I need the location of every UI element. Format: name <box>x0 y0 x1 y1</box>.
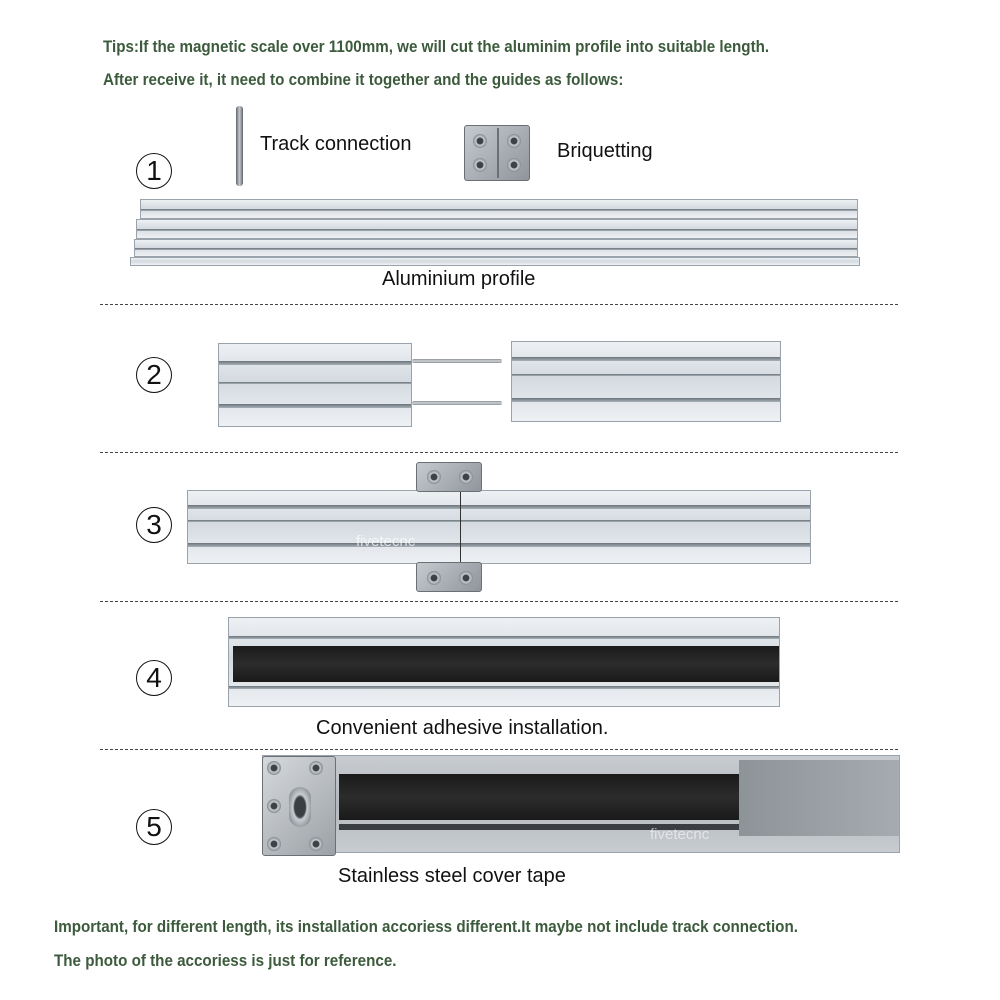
magnetic-strip <box>233 646 779 682</box>
footer-note-1: Important, for different length, its installation accoriess different.It maybe not include track connection. <box>54 918 798 936</box>
cover-tape-caption: Stainless steel cover tape <box>338 865 566 887</box>
track-connection-rod-lower <box>412 401 502 405</box>
profile-with-cover-tape <box>262 755 900 853</box>
tip-line-1: Tips:If the magnetic scale over 1100mm, we will cut the aluminim profile into suitable length. <box>103 38 770 56</box>
track-connection-rod-upper <box>412 359 502 363</box>
briquetting-top-icon <box>416 462 482 492</box>
briquetting-bottom-icon <box>416 562 482 592</box>
watermark-step-3: fivetecnc <box>356 533 416 550</box>
step-number-1: 1 <box>136 153 172 189</box>
tip-line-2: After receive it, it need to combine it together and the guides as follows: <box>103 71 624 89</box>
profile-with-magnet-strip <box>228 617 780 707</box>
step-number-2: 2 <box>136 357 172 393</box>
magnetic-strip-covered <box>339 774 739 820</box>
briquetting-plate-icon <box>464 125 530 181</box>
section-divider-1 <box>100 304 898 305</box>
profile-left-piece <box>218 343 412 427</box>
track-connection-label: Track connection <box>260 133 412 155</box>
step-number-5: 5 <box>136 809 172 845</box>
aluminium-profile-label: Aluminium profile <box>382 268 536 290</box>
joined-profile <box>187 490 811 564</box>
section-divider-3 <box>100 601 898 602</box>
track-connection-rod-icon <box>236 106 243 186</box>
watermark-step-5: fivetecnc <box>650 826 710 843</box>
profile-right-piece <box>511 341 781 422</box>
section-divider-4 <box>100 749 898 750</box>
end-cap-plate-icon <box>262 756 336 856</box>
step-number-4: 4 <box>136 660 172 696</box>
section-divider-2 <box>100 452 898 453</box>
stainless-cover-tape <box>739 760 899 836</box>
footer-note-2: The photo of the accoriess is just for reference. <box>54 952 397 970</box>
briquetting-label: Briquetting <box>557 140 653 162</box>
adhesive-installation-caption: Convenient adhesive installation. <box>316 717 609 739</box>
step-number-3: 3 <box>136 507 172 543</box>
